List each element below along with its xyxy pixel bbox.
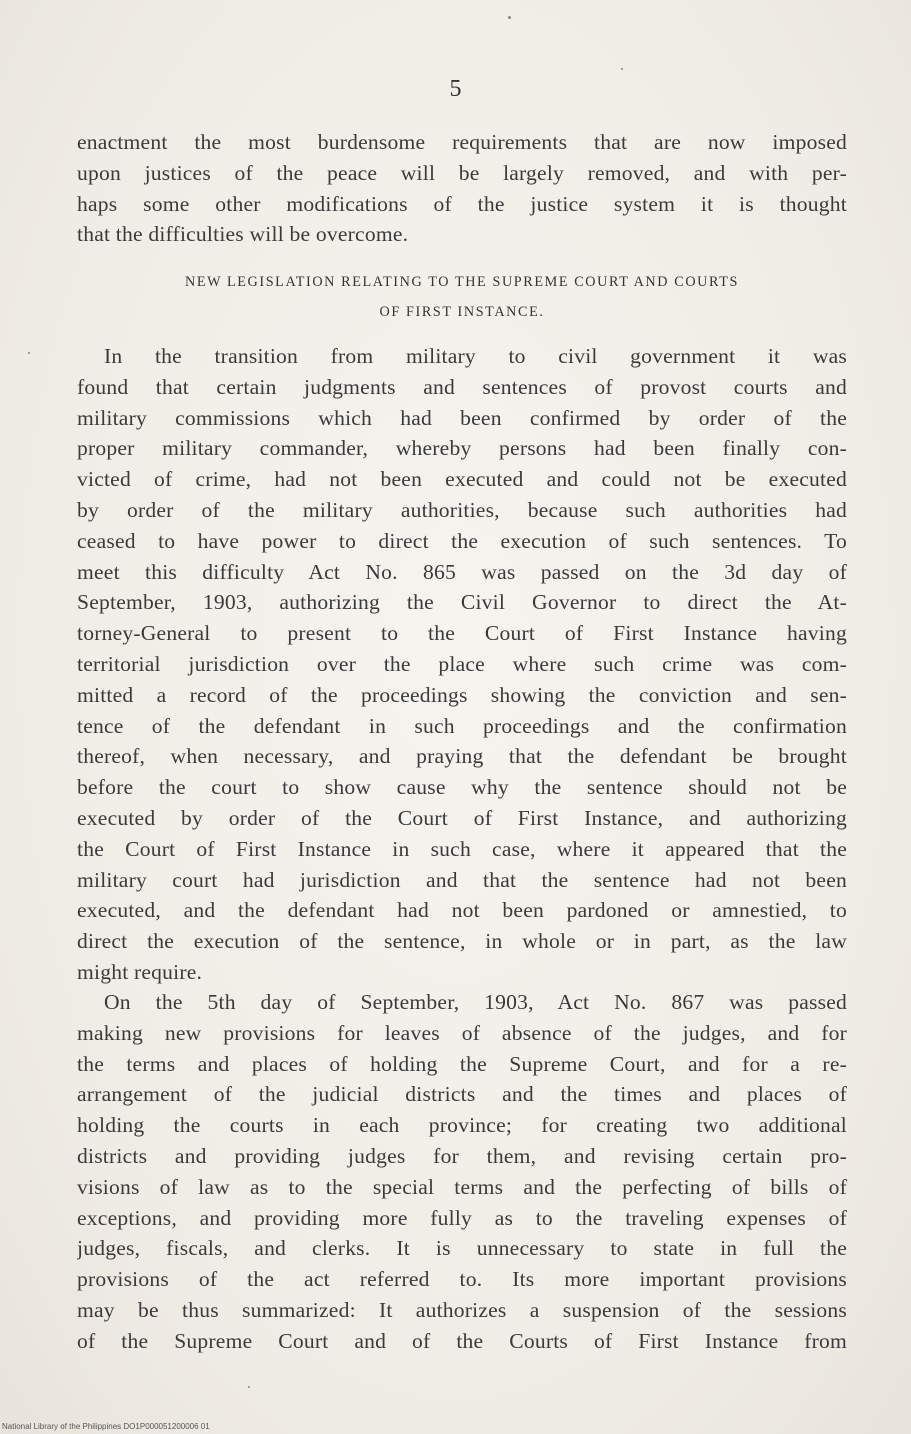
text-line: executed, and the defendant had not been pardoned or amnestied, to: [77, 898, 847, 923]
text-line: judges, fiscals, and clerks. It is unnecessary to state in full the: [77, 1236, 847, 1261]
text-line: the Court of First Instance in such case, where it appeared that the: [77, 836, 847, 861]
text-line: ceased to have power to direct the execution of such sentences. To: [77, 528, 847, 553]
text-line: military commissions which had been confirmed by order of the: [77, 405, 847, 430]
heading-line: OF FIRST INSTANCE.: [379, 304, 545, 320]
dust-speck: [621, 68, 623, 70]
text-line: thereof, when necessary, and praying that the defendant be brought: [77, 744, 847, 769]
text-line: by order of the military authorities, because such authorities had: [77, 497, 847, 522]
text-line: enactment the most burdensome requirements that are now imposed: [77, 130, 847, 154]
text-line: meet this difficulty Act No. 865 was passed on the 3d day of: [77, 559, 847, 584]
dust-speck: [508, 16, 511, 19]
text-line: upon justices of the peace will be largely removed, and with per-: [77, 160, 847, 185]
paragraph-transition: [77, 341, 847, 988]
text-line: September, 1903, authorizing the Civil Governor to direct the At-: [77, 590, 847, 615]
text-line: visions of law as to the special terms and the perfecting of bills of: [77, 1174, 847, 1199]
text-line: that the difficulties will be overcome.: [77, 222, 409, 247]
text-line: On the 5th day of September, 1903, Act No. 867 was passed: [104, 990, 847, 1014]
text-line: direct the execution of the sentence, in whole or in part, as the law: [77, 929, 847, 954]
text-line: mitted a record of the proceedings showing the conviction and sen-: [77, 682, 847, 707]
text-line: provisions of the act referred to. Its more important provisions: [77, 1267, 847, 1292]
text-line: may be thus summarized: It authorizes a suspension of the sessions: [77, 1297, 847, 1322]
intro-paragraph: [77, 127, 847, 250]
text-line: exceptions, and providing more fully as to the traveling expenses of: [77, 1205, 847, 1230]
text-line: making new provisions for leaves of absence of the judges, and for: [77, 1020, 847, 1045]
text-line: found that certain judgments and sentences of provost courts and: [77, 374, 847, 399]
text-line: before the court to show cause why the sentence should not be: [77, 775, 847, 800]
page-number: 5: [449, 76, 462, 102]
text-line: In the transition from military to civil government it was: [104, 344, 847, 368]
text-line: of the Supreme Court and of the Courts of First Instance from: [77, 1328, 847, 1353]
library-footer: National Library of the Philippines DO1P000051200006 01: [2, 1422, 210, 1431]
heading-line: NEW LEGISLATION RELATING TO THE SUPREME COURT AND COURTS: [185, 274, 739, 290]
text-line: the terms and places of holding the Supreme Court, and for a re-: [77, 1051, 847, 1076]
text-line: might require.: [77, 959, 203, 984]
text-line: haps some other modifications of the justice system it is thought: [77, 191, 847, 216]
text-line: executed by order of the Court of First Instance, and authorizing: [77, 805, 847, 830]
text-line: military court had jurisdiction and that the sentence had not been: [77, 867, 847, 892]
text-line: victed of crime, had not been executed and could not be executed: [77, 467, 847, 492]
text-line: holding the courts in each province; for creating two additional: [77, 1113, 847, 1138]
dust-speck: [248, 1386, 250, 1388]
paragraph-act-867: [77, 987, 847, 1357]
text-line: tence of the defendant in such proceedings and the confirmation: [77, 713, 847, 738]
text-line: territorial jurisdiction over the place where such crime was com-: [77, 651, 847, 676]
text-line: proper military commander, whereby persons had been finally con-: [77, 436, 847, 461]
text-line: districts and providing judges for them, and revising certain pro-: [77, 1143, 847, 1168]
dust-speck: [28, 352, 30, 354]
text-line: torney-General to present to the Court of First Instance having: [77, 621, 847, 646]
text-line: arrangement of the judicial districts and the times and places of: [77, 1082, 847, 1107]
section-heading: [77, 267, 847, 327]
